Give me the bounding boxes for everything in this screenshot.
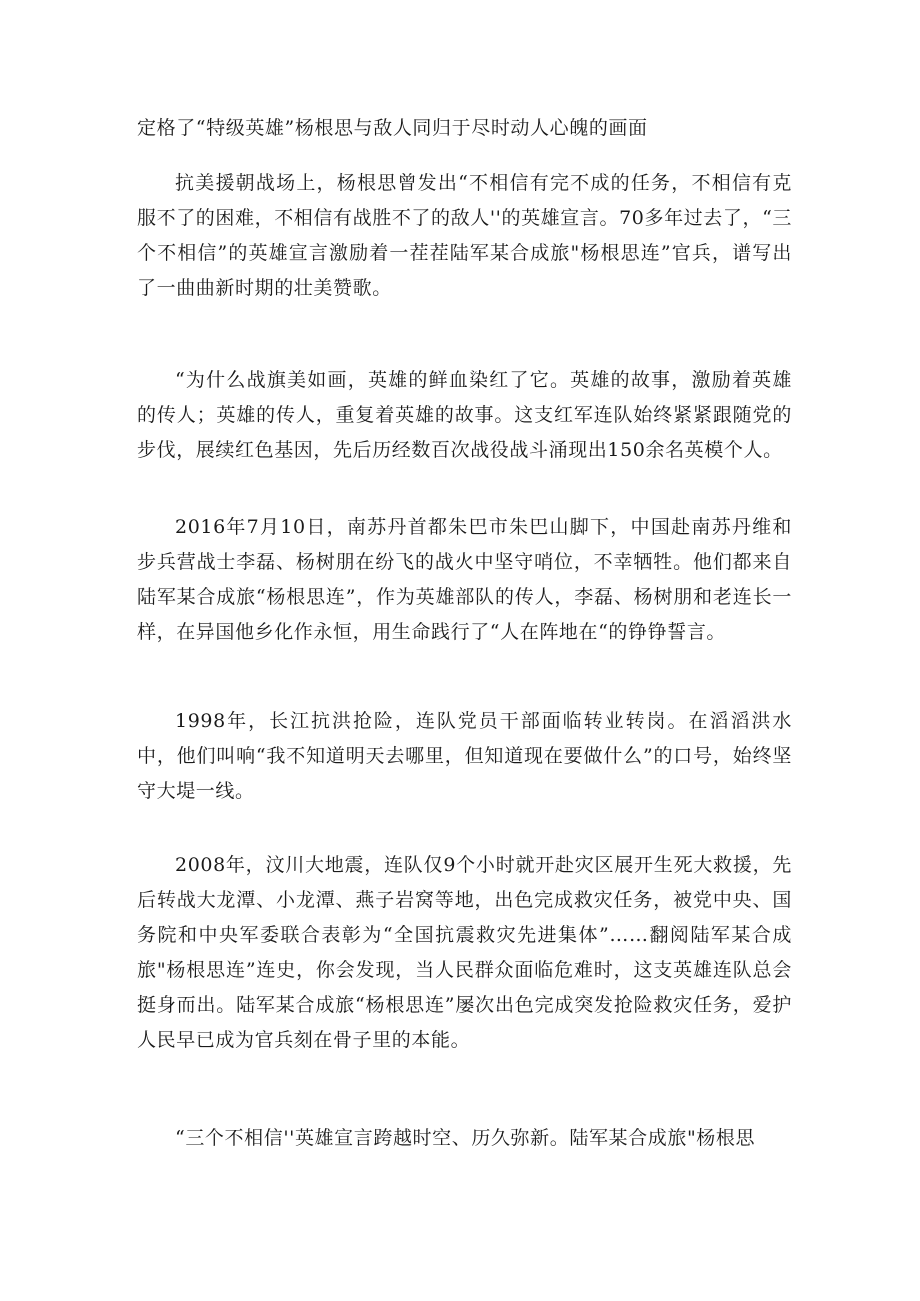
paragraph-flood-1998: 1998年，长江抗洪抢险，连队党员干部面临转业转岗。在滔滔洪水中，他们叫响“我不知道明天去哪里，但知道现在要做什么”的口号，始终坚守大堤一线。 bbox=[137, 710, 792, 802]
paragraph-closing: “三个不相信''英雄宣言跨越时空、历久弥新。陆军某合成旅"杨根思 bbox=[175, 1127, 756, 1149]
paragraph-red-flag: “为什么战旗美如画，英雄的鲜血染红了它。英雄的故事，激励着英雄的传人；英雄的传人，重复着英雄的故事。这支红军连队始终紧紧跟随党的步伐，展续红色基因，先后历经数百次战役战斗涌现出150余名英模个人。 bbox=[137, 369, 792, 461]
paragraph-declaration: 抗美援朝战场上，杨根思曾发出“不相信有完不成的任务，不相信有克服不了的困难，不相信有战胜不了的敌人''的英雄宣言。70多年过去了，“三个不相信”的英雄宣言激励着一茬茬陆军某合成旅"杨根思连”官兵，谱写出了一曲曲新时期的壮美赞歌。 bbox=[137, 172, 792, 299]
paragraph-south-sudan: 2016年7月10日，南苏丹首都朱巴市朱巴山脚下，中国赴南苏丹维和步兵营战士李磊、杨树朋在纷飞的战火中坚守哨位，不幸牺牲。他们都来自陆军某合成旅“杨根思连”，作为英雄部队的传人，李磊、杨树朋和老连长一样，在异国他乡化作永恒，用生命践行了“人在阵地在“的铮铮誓言。 bbox=[137, 516, 792, 643]
paragraph-caption: 定格了“特级英雄”杨根思与敌人同归于尽时动人心魄的画面 bbox=[137, 117, 648, 139]
paragraph-earthquake-2008: 2008年，汶川大地震，连队仅9个小时就开赴灾区展开生死大救援，先后转战大龙潭、小龙潭、燕子岩窝等地，出色完成救灾任务，被党中央、国务院和中央军委联合表彰为“全国抗震救灾先进集体”……翻阅陆军某合成旅"杨根思连”连史，你会发现，当人民群众面临危难时，这支英雄连队总会挺身而出。陆军某合成旅“杨根思连”屡次出色完成突发抢险救灾任务，爱护人民早已成为官兵刻在骨子里的本能。 bbox=[137, 854, 792, 1051]
